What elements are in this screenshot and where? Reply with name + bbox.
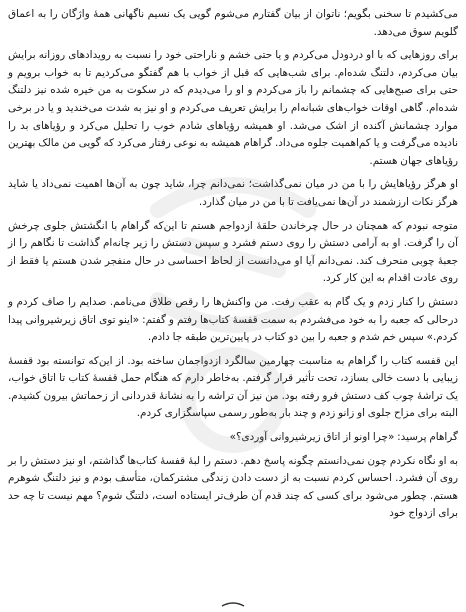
paragraph-3: او هرگز رؤیاهایش را با من در میان نمی‌گذاشت؛ نمی‌دانم چرا، شاید چون به آن‌ها اهمیت نمی‌داد یا شاید هرگز نکات ارزشمند در آن‌ها نمی‌یافت تا با من در میان گذارد. [8,178,458,208]
paragraph-4: متوجه نبودم که همچنان در حال چرخاندن حلقهٔ ازدواجم هستم تا این‌که گراهام با انگشتش جلوی چرخش آن را گرفت. او به آرامی دستش را روی دستم فشرد و سپس دستش را زیر چانه‌ام گذاشت تا نگاهم را از جعبهٔ چوبی منحرف کند. نمی‌دانم آیا او می‌دانست از لحاظ احساسی در حال منفجر شدن هستم یا فقط از روی عادت اقدام به این کار کرد. [8,219,458,285]
paragraph-8: به او نگاه نکردم چون نمی‌دانستم چگونه پاسخ دهم. دستم را لبهٔ قفسهٔ کتاب‌ها گذاشتم، او نیز دستش را بر روی آن فشرد. احساس کردم نسبت به از دست دادن زندگی مشترکمان، متأسف بودم و نیز دلتنگ شوهرم هستم. چطور می‌شود برای کسی که چند قدم آن طرف‌تر ایستاده است، دلتنگ شوم؟ مهم نیست تا چه حد برای ازدواج خود [8,454,458,520]
paragraph-7: گراهام پرسید: «چرا اونو از اتاق زیرشیروانی آوردی؟» [229,431,458,444]
paragraph-5: دستش را کنار زدم و یک گام به عقب رفت. من واکنش‌ها را رقص طلاق می‌نامم. صدایم را صاف کردم و درحالی که جعبه را به خود می‌فشردم به سمت قفسهٔ کتاب‌ها رفتم و گفتم: «اینو توی اتاق زیرشیروانی پیدا کردم.» سپس خم شدم و جعبه را بین دو کتاب در پایین‌ترین طبقه جا دادم. [8,295,458,344]
paragraph-6: این قفسه کتاب را گراهام به مناسبت چهارمین سالگرد ازدواجمان ساخته بود. از این‌که توانسته بود قفسهٔ زیبایی با دست خالی بسازد، تحت تأثیر قرار گرفتم. به‌خاطر دارم که هنگام حمل قفسهٔ کتاب تا اتاق خواب، یک تراشهٔ چوب کف دستش فرو رفته بود. من نیز آن تراشه را به نشانهٔ قدردانی از زحماتش بیرون کشیدم. البته برای مزاح جلوی او زانو زدم و چند بار به‌طور رسمی سپاسگزاری کردم. [8,354,458,420]
paragraph-1: می‌کشیدم تا سخنی بگویم؛ ناتوان از بیان گفتارم می‌شوم گویی یک نسیم ناگهانی همهٔ واژگان را به اعماق گلویم سوق می‌دهد. [8,8,458,38]
paragraph-2: برای روزهایی که با او دردودل می‌کردم و یا حتی خشم و ناراحتی خود را نسبت به رویدادهای روزانه برایش بیان می‌کردم، دلتنگ شده‌ام. برای شب‌هایی که قبل از خواب با هم گفتگو می‌کردیم تا به خواب برویم و حتی برای صبح‌هایی که چشمانم را باز می‌کردم و او را می‌دیدم که در سکوت به من خیره شده نیز دلتنگ شده‌ام. گاهی اوقات خواب‌های شبانه‌ام را برایش تعریف می‌کردم و او نیز به شدت می‌خندید و یا در برخی موارد چشمانش آکنده از اشک می‌شد. او همیشه رؤیاهای شادم خوب را تحلیل می‌کرد و رؤیاهای بد را نادیده می‌گرفت و یا کم‌اهمیت جلوه می‌داد. گراهام همیشه به نوعی رفتار می‌کرد که گویی من مالک بهترین رؤیاهای جهان هستم. [8,49,458,167]
page-ornament-icon [220,600,246,610]
